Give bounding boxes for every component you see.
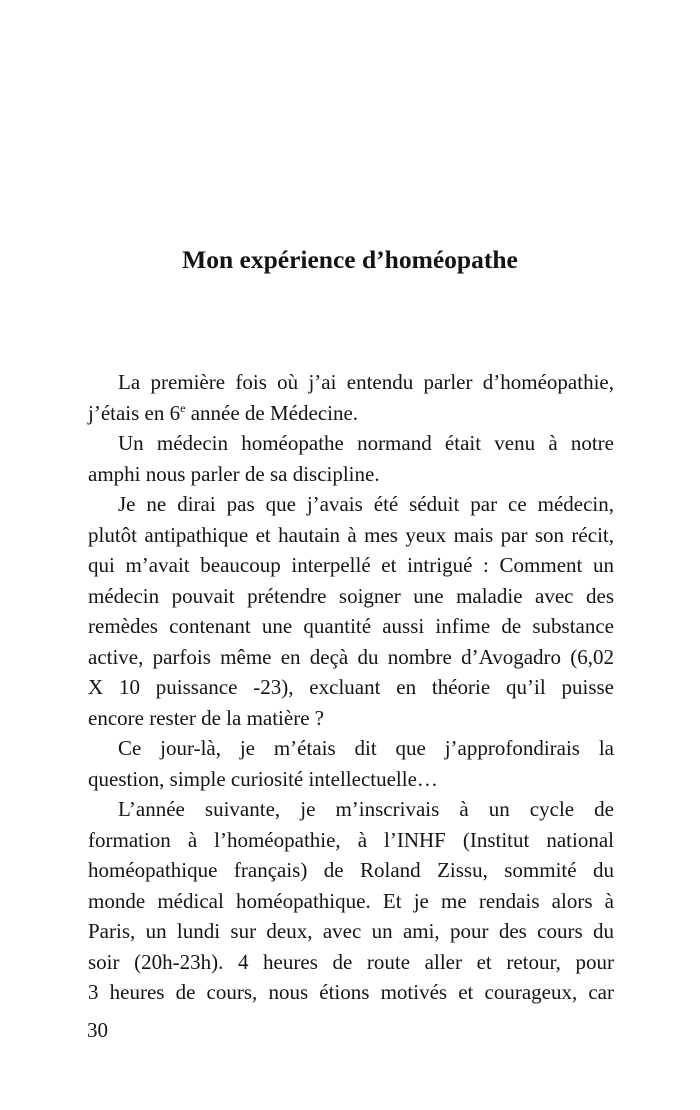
text-line: plutôt antipathique et hautain à mes yeux mais par son récit, <box>88 522 614 547</box>
text-line: question, simple curiosité intellectuelle… <box>88 766 438 791</box>
text-line: monde médical homéopathique. Et je me rendais alors à <box>88 888 614 913</box>
page-number: 30 <box>87 1018 108 1042</box>
text-line: Un médecin homéopathe normand était venu à notre <box>118 431 614 455</box>
text-line: encore rester de la matière ? <box>88 705 325 730</box>
text-line: X 10 puissance -23), excluant en théorie qu’il puisse <box>88 675 614 699</box>
text-line: amphi nous parler de sa discipline. <box>88 461 380 486</box>
text-line: active, parfois même en deçà du nombre d’Avogadro (6,02 <box>88 644 614 669</box>
text-line: Paris, un lundi sur deux, avec un ami, pour des cours du <box>88 919 614 943</box>
text-line: homéopathique français) de Roland Zissu, sommité du <box>88 858 614 882</box>
text-line: j’étais en 6e année de Médecine. <box>88 400 359 425</box>
text-line: qui m’avait beaucoup interpellé et intrigué : Comment un <box>88 553 614 577</box>
text-line: formation à l’homéopathie, à l’INHF (Institut national <box>88 827 614 852</box>
text-line: L’année suivante, je m’inscrivais à un cycle de <box>118 797 614 821</box>
text-line: La première fois où j’ai entendu parler d’homéopathie, <box>118 370 614 394</box>
text-line: médecin pouvait prétendre soigner une maladie avec des <box>88 583 614 608</box>
body-text <box>88 367 614 1008</box>
chapter-title: Mon expérience d’homéopathe <box>182 245 518 274</box>
text-line: soir (20h-23h). 4 heures de route aller et retour, pour <box>88 949 614 974</box>
text-line: Ce jour-là, je m’étais dit que j’approfondirais la <box>118 736 614 760</box>
superscript-e: e <box>180 400 186 415</box>
text-line: 3 heures de cours, nous étions motivés et courageux, car <box>88 980 614 1004</box>
text-line: Je ne dirai pas que j’avais été séduit par ce médecin, <box>118 492 614 516</box>
text-line: remèdes contenant une quantité aussi infime de substance <box>88 614 614 638</box>
